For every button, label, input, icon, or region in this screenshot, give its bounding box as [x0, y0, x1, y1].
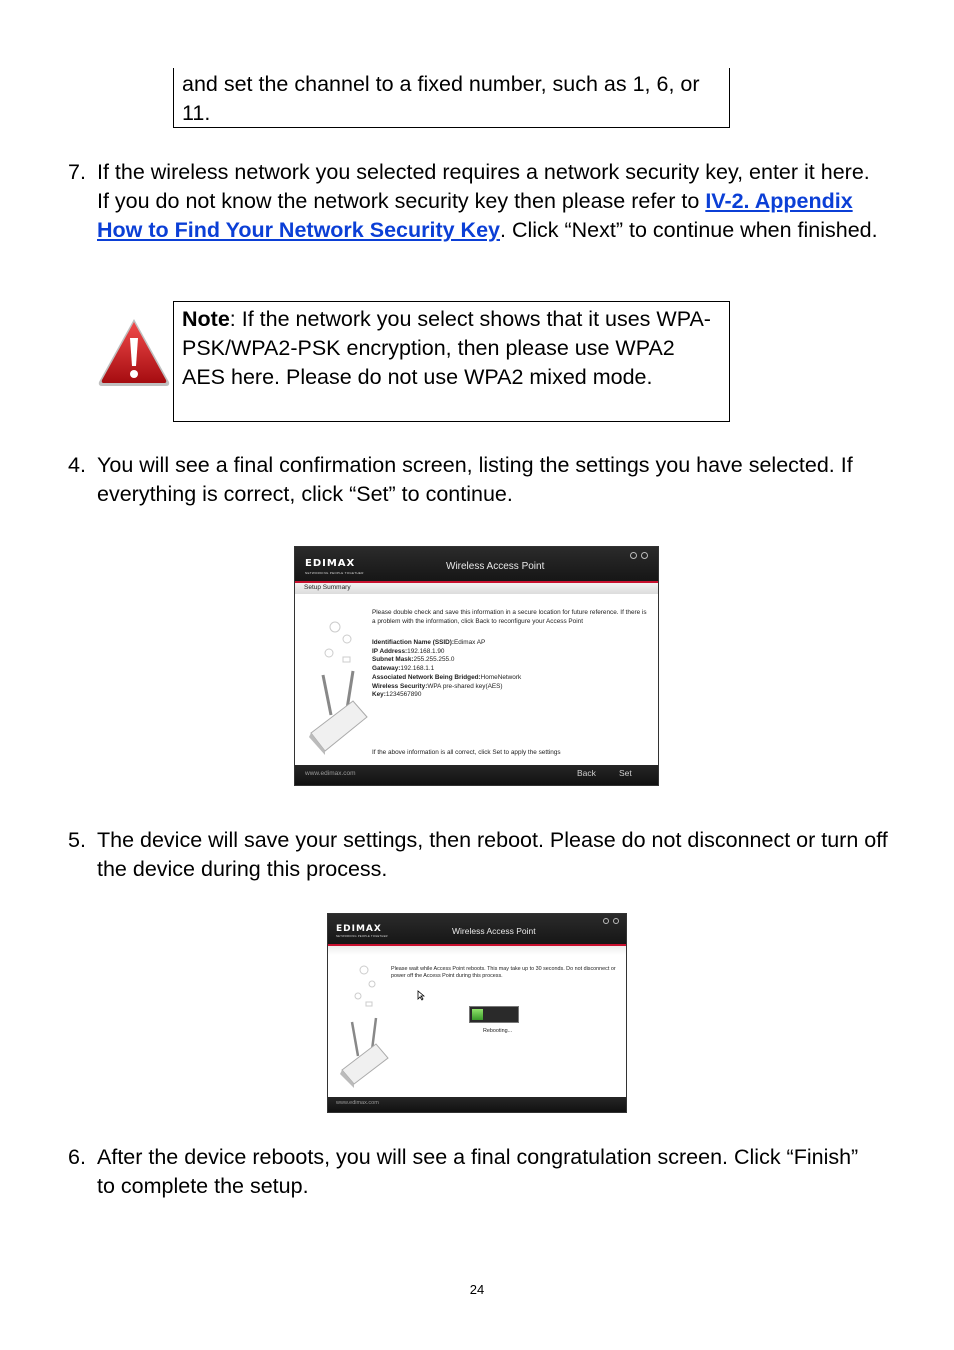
channel-note-box	[173, 68, 730, 128]
close-icon[interactable]	[641, 552, 648, 559]
note-label: Note	[182, 307, 230, 331]
summary-field: Identifiaction Name (SSID):Edimax AP	[372, 639, 486, 646]
reboot-message: Please wait while Access Point reboots. This may take up to 30 seconds. Do not disconnect or power off the Access Point during this process.	[391, 966, 616, 980]
summary-field: Wireless Security:WPA pre-shared key(AES)	[372, 682, 503, 690]
summary-field: Key:1234567890	[372, 691, 422, 699]
reboot-progress-label: Rebooting...	[483, 1028, 513, 1034]
step-6-text: After the device reboots, you will see a final congratulation screen. Click “Finish” to complete the setup.	[97, 1145, 859, 1198]
step-6-number: 6.	[68, 1145, 86, 1169]
edimax-logo: EDIMAX	[305, 558, 356, 569]
step-7-text-after: . Click “Next” to continue when finished.	[500, 218, 878, 242]
edimax-tagline: NETWORKING PEOPLE TOGETHER	[305, 571, 364, 575]
page-number: 24	[469, 1282, 485, 1297]
summary-field: Gateway:192.168.1.1	[372, 665, 435, 673]
set-button[interactable]: Set	[619, 768, 632, 778]
step-7-text	[97, 158, 882, 245]
appendix-security-key-link[interactable]: IV-2. Appendix How to Find Your Network Security Key	[97, 189, 853, 242]
setup-summary-screenshot	[294, 546, 659, 786]
reboot-progress-fill	[472, 1009, 483, 1020]
footer-url[interactable]: www.edimax.com	[336, 1100, 379, 1106]
minimize-icon[interactable]	[603, 918, 609, 924]
minimize-icon[interactable]	[630, 552, 637, 559]
access-point-illustration	[301, 605, 371, 755]
step-4-text: You will see a final confirmation screen, listing the settings you have selected. If everything is correct, click “Set” to continue.	[97, 453, 853, 506]
edimax-logo: EDIMAX	[336, 924, 382, 934]
edimax-tagline: NETWORKING PEOPLE TOGETHER	[336, 935, 388, 938]
cursor-icon	[417, 988, 425, 1006]
footer-url[interactable]: www.edimax.com	[305, 770, 356, 777]
window-title: Wireless Access Point	[452, 926, 536, 936]
step-5-number: 5.	[68, 828, 86, 852]
reboot-progress-bar	[469, 1006, 519, 1023]
warning-triangle-icon	[96, 316, 172, 388]
security-note-box	[173, 301, 730, 422]
header-shade	[328, 946, 626, 955]
section-title: Setup Summary	[304, 584, 351, 591]
access-point-illustration	[334, 958, 390, 1088]
summary-field: IP Address:192.168.1.90	[372, 647, 445, 655]
summary-confirm: If the above information is all correct, click Set to apply the settings	[372, 749, 561, 756]
step-5-text: The device will save your settings, then reboot. Please do not disconnect or turn off the device during this process.	[97, 828, 888, 881]
window-title: Wireless Access Point	[446, 561, 545, 572]
summary-field-list	[372, 639, 652, 700]
step-4-number: 4.	[68, 453, 86, 477]
step-7-number: 7.	[68, 160, 86, 184]
back-button[interactable]: Back	[577, 768, 596, 778]
rebooting-screenshot	[327, 913, 627, 1113]
summary-intro: Please double check and save this information in a secure location for future reference. If there is a problem with the information, click Back to reconfigure your Access Point	[372, 609, 647, 625]
step-7-text-before: If the wireless network you selected requires a network security key, enter it here. If you do not know the network security key then please refer to	[97, 160, 870, 213]
note-text: : If the network you select shows that it uses WPA-PSK/WPA2-PSK encryption, then please use WPA2 AES here. Please do not use WPA2 mixed mode.	[182, 307, 711, 389]
channel-note-text: and set the channel to a fixed number, such as 1, 6, or 11.	[182, 72, 700, 125]
close-icon[interactable]	[613, 918, 619, 924]
summary-field: Associated Network Being Bridged:HomeNetwork	[372, 673, 522, 681]
summary-field: Subnet Mask:255.255.255.0	[372, 656, 455, 664]
